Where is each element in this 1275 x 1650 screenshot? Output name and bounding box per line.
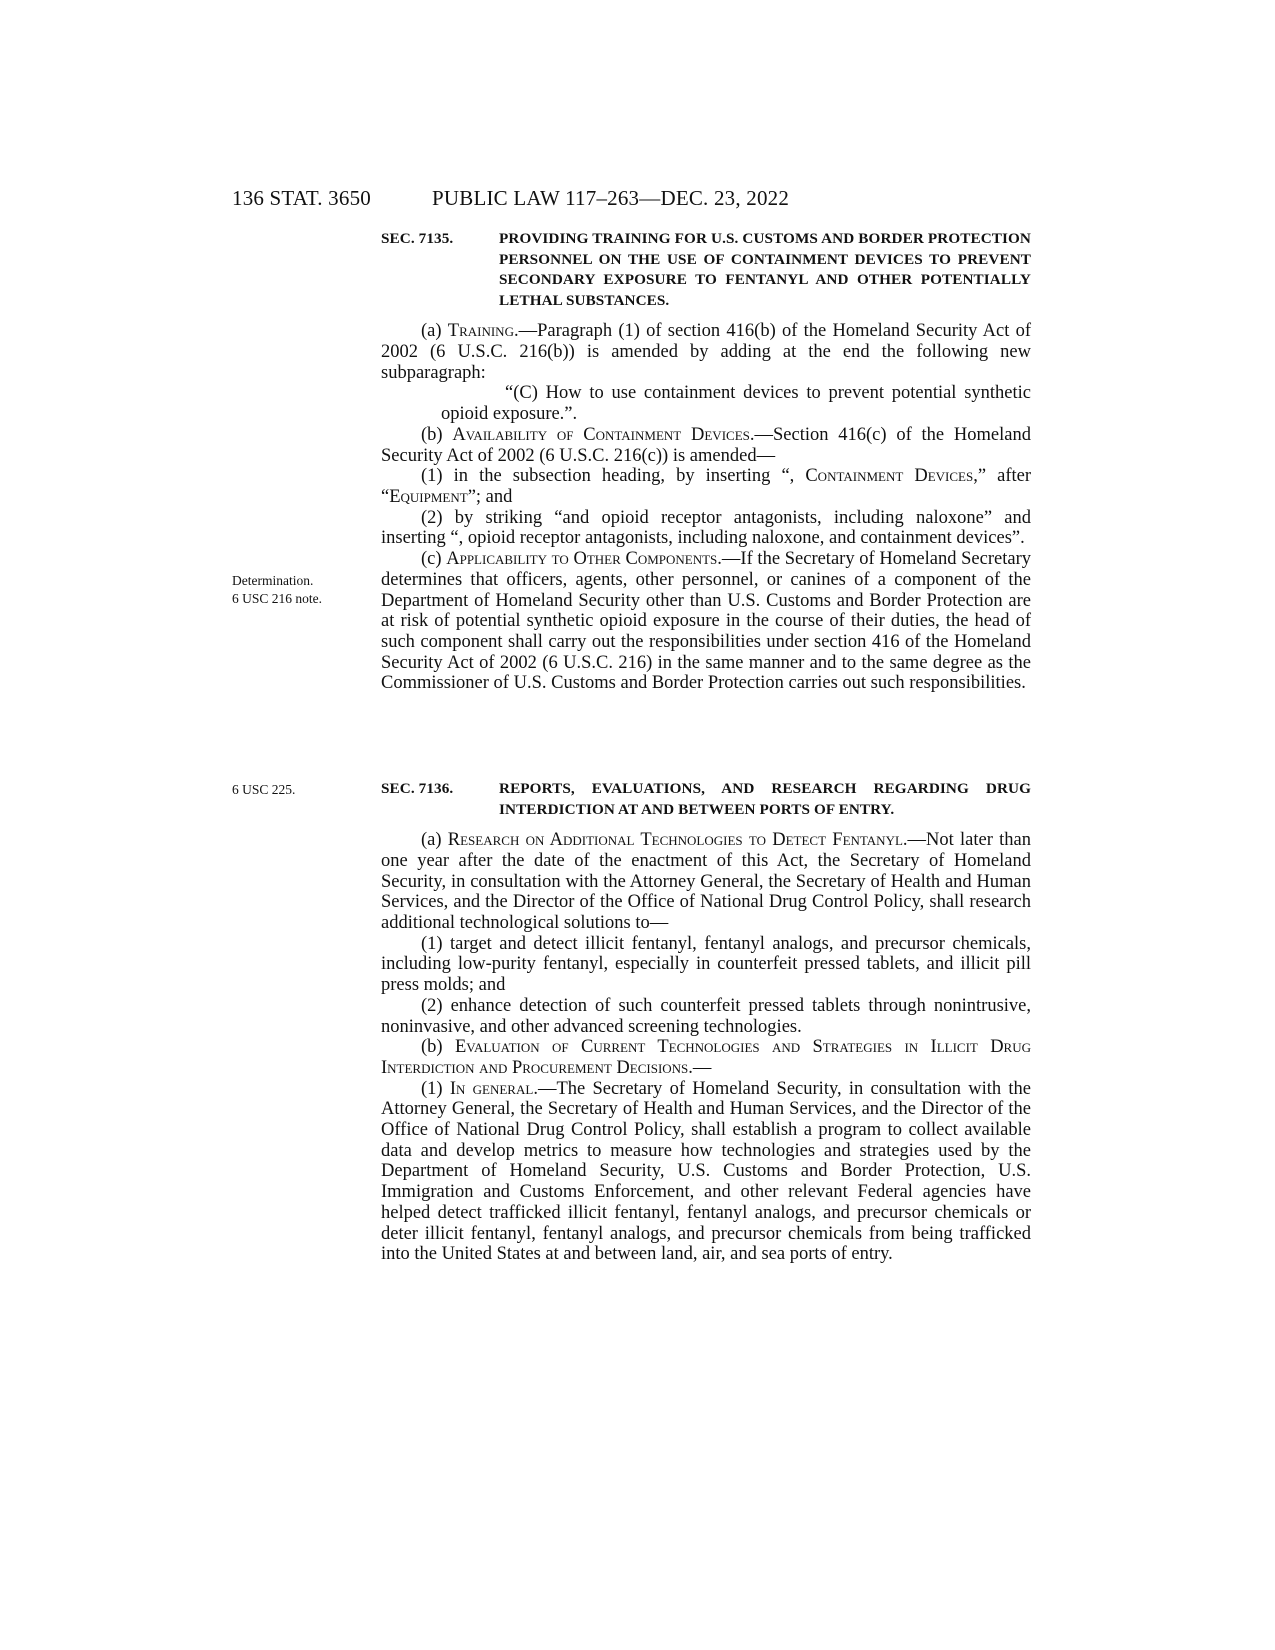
subsection-7136-b: (b) Evaluation of Current Technologies and Strategies in Illicit Drug Interdiction and Procurement Decisions.— bbox=[381, 1037, 1032, 1078]
subsection-heading: Evaluation of Current Technologies and Strategies in Illicit Drug Interdiction and Procurement Decisions bbox=[381, 1037, 1032, 1078]
paragraph-heading: In general bbox=[449, 1078, 534, 1099]
section-7136-title: REPORTS, EVALUATIONS, AND RESEARCH REGARDING DRUG INTERDICTION AT AND BETWEEN PORTS OF ENTRY. bbox=[499, 780, 1031, 818]
subsection-heading: Research on Additional Technologies to Detect Fentanyl bbox=[447, 830, 903, 851]
section-7135-heading bbox=[381, 229, 1031, 311]
section-7136-number: SEC. 7136. bbox=[381, 780, 454, 797]
margin-note-determination-label: Determination. bbox=[232, 573, 314, 588]
subsection-7135-a: (a) Training.—Paragraph (1) of section 416(b) of the Homeland Security Act of 2002 (6 U.S.C. 216(b)) is amended by adding at the end the following new subparagraph: bbox=[381, 321, 1031, 383]
paragraph-7136-a2: (2) enhance detection of such counterfeit pressed tablets through nonintrusive, noninvasive, and other advanced screening technologies. bbox=[381, 995, 1031, 1037]
margin-note-determination bbox=[232, 572, 352, 608]
subsection-7135-c: (c) Applicability to Other Components.—If the Secretary of Homeland Secretary determines that officers, agents, other personnel, or canines of a component of the Department of Homeland Security other than U.S. Customs and Border Protection are at risk of potential synthetic opioid exposure in the course of their duties, the head of such component shall carry out the responsibilities under section 416 of the Homeland Security Act of 2002 (6 U.S.C. 216) in the same manner and to the same degree as the Commissioner of U.S. Customs and Border Protection carries out such responsibilities. bbox=[381, 549, 1031, 694]
section-7136 bbox=[381, 779, 1031, 1265]
section-7136-heading bbox=[381, 779, 1031, 820]
subsection-heading: Applicability to Other Components bbox=[446, 549, 718, 570]
stat-page-number: 136 STAT. 3650 bbox=[232, 186, 371, 210]
paragraph-7136-a1: (1) target and detect illicit fentanyl, fentanyl analogs, and precursor chemicals, including low-purity fentanyl, especially in counterfeit pressed tablets, and illicit pill press molds; and bbox=[381, 933, 1031, 996]
subsection-7136-a: (a) Research on Additional Technologies to Detect Fentanyl.—Not later than one year after the date of the enactment of this Act, the Secretary of Homeland Security, in consultation with the Attorney General, the Secretary of Health and Human Services, and the Director of the Office of National Drug Control Policy, shall research additional technological solutions to— bbox=[381, 830, 1031, 933]
public-law-title: PUBLIC LAW 117–263—DEC. 23, 2022 bbox=[432, 186, 790, 210]
margin-note-sec7136-cite: 6 USC 225. bbox=[232, 782, 296, 797]
quoted-subparagraph-c: “(C) How to use containment devices to prevent potential synthetic opioid exposure.”. bbox=[441, 383, 1031, 425]
running-head bbox=[232, 186, 790, 211]
paragraph-7135-b1: (1) in the subsection heading, by inserting “, Containment Devices,” after “Equipment”; and bbox=[381, 466, 1031, 507]
subsection-7135-b: (b) Availability of Containment Devices.—Section 416(c) of the Homeland Security Act of 2002 (6 U.S.C. 216(c)) is amended— bbox=[381, 424, 1031, 466]
paragraph-7135-b2: (2) by striking “and opioid receptor antagonists, including naloxone” and inserting “, opioid receptor antagonists, including naloxone, and containment devices”. bbox=[381, 507, 1031, 549]
subsection-heading: Training bbox=[447, 321, 514, 342]
subsection-heading: Availability of Containment Devices bbox=[452, 424, 750, 445]
section-7135-title: PROVIDING TRAINING FOR U.S. CUSTOMS AND BORDER PROTECTION PERSONNEL ON THE USE OF CONTAINMENT DEVICES TO PREVENT SECONDARY EXPOSURE TO FENTANYL AND OTHER POTENTIALLY LETHAL SUBSTANCES. bbox=[499, 230, 1031, 309]
section-7135 bbox=[381, 229, 1031, 694]
paragraph-7136-b1: (1) In general.—The Secretary of Homeland Security, in consultation with the Attorney General, the Secretary of Health and Human Services, and the Director of the Office of National Drug Control Policy, shall establish a program to collect available data and develop metrics to measure how technologies and strategies used by the Department of Homeland Security, U.S. Customs and Border Protection, U.S. Immigration and Customs Enforcement, and other relevant Federal agencies have helped detect trafficked illicit fentanyl, fentanyl analogs, and precursor chemicals or deter illicit fentanyl, fentanyl analogs, and precursor chemicals from being trafficked into the United States at and between land, air, and sea ports of entry. bbox=[381, 1078, 1031, 1265]
section-7135-number: SEC. 7135. bbox=[381, 230, 454, 247]
margin-note-determination-cite: 6 USC 216 note. bbox=[232, 591, 323, 606]
